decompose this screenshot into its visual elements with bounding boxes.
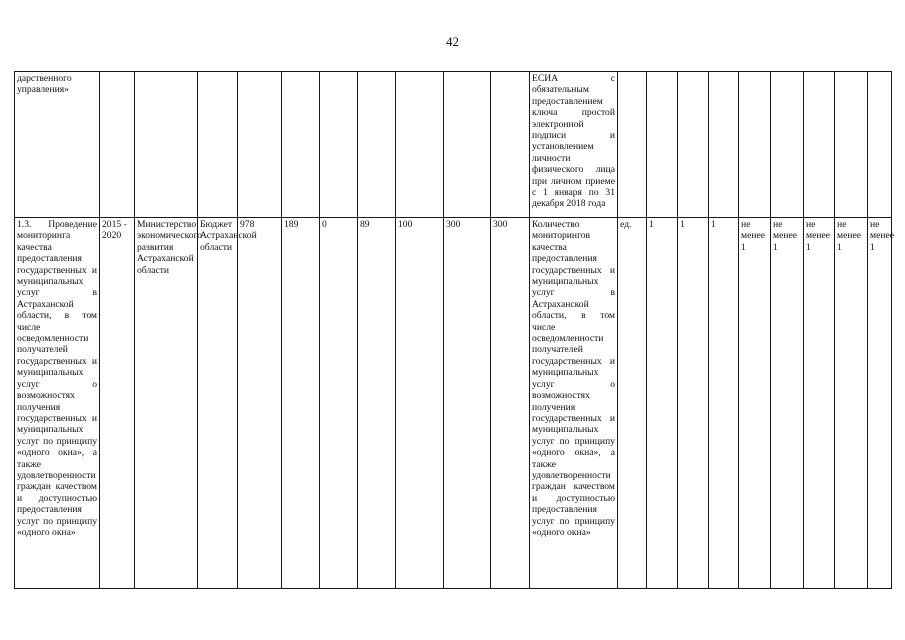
value-2016-cell: [709, 72, 739, 218]
table-row: [15, 72, 892, 218]
page-number: 42: [446, 34, 459, 49]
funding-2020-cell: 300: [491, 218, 530, 589]
funding-2016-cell: 0: [320, 218, 358, 589]
funding-2016-cell: [320, 72, 358, 218]
program-activities-table: [14, 71, 892, 589]
value-2021-cell: не менее 1: [868, 218, 892, 589]
value-2018-cell: [771, 72, 804, 218]
indicator-cell: Количество мониторингов качества предоставления государственных и муниципальных услуг в Астраханской области, в том числе осведомленности получателей государственных и муниципальных услуг о возможностях получения государственных и муниципальных услуг по принципу «одного окна», а также удовлетворенности граждан качеством и доступностью предоставления услуг по принципу «одного окна»: [530, 218, 618, 589]
indicator-cell: ЕСИА с обязательным предоставлением ключа простой электронной подписи и установлением личности физического лица при личном приеме с 1 января по 31 декабря 2018 года: [530, 72, 618, 218]
executor-cell: Министерство экономического развития Астраханской области: [135, 218, 198, 589]
funding-2019-cell: [444, 72, 491, 218]
funding-2019-cell: 300: [444, 218, 491, 589]
executor-cell: [135, 72, 198, 218]
unit-cell: [618, 72, 647, 218]
unit-cell: ед.: [618, 218, 647, 589]
funding-2018-cell: 100: [396, 218, 444, 589]
value-2015-cell: 1: [678, 218, 709, 589]
value-2019-cell: [804, 72, 835, 218]
value-2020-cell: [835, 72, 868, 218]
funding-2015-cell: 189: [282, 218, 320, 589]
period-cell: 2015 - 2020: [100, 218, 135, 589]
value-2015-cell: [678, 72, 709, 218]
table-row: [15, 218, 892, 589]
funding-total-cell: [238, 72, 282, 218]
activity-name-cell: дарственного управления»: [15, 72, 100, 218]
value-2016-cell: 1: [709, 218, 739, 589]
value-2014-cell: [647, 72, 678, 218]
value-2020-cell: не менее 1: [835, 218, 868, 589]
funding-total-cell: 978: [238, 218, 282, 589]
funding-source-cell: Бюджет Астраханской области: [198, 218, 238, 589]
funding-2017-cell: [358, 72, 396, 218]
value-2014-cell: 1: [647, 218, 678, 589]
value-2021-cell: [868, 72, 892, 218]
value-2018-cell: не менее 1: [771, 218, 804, 589]
value-2019-cell: не менее 1: [804, 218, 835, 589]
activity-name-cell: 1.3. Проведение мониторинга качества предоставления государственных и муниципальных услуг в Астраханской области, в том числе осведомленности получателей государственных и муниципальных услуг о возможностях получения государственных и муниципальных услуг по принципу «одного окна», а также удовлетворенности граждан качеством и доступностью предоставления услуг по принципу «одного окна»: [15, 218, 100, 589]
funding-2018-cell: [396, 72, 444, 218]
value-2017-cell: не менее 1: [739, 218, 771, 589]
period-cell: [100, 72, 135, 218]
funding-source-cell: [198, 72, 238, 218]
funding-2020-cell: [491, 72, 530, 218]
funding-2017-cell: 89: [358, 218, 396, 589]
funding-2015-cell: [282, 72, 320, 218]
value-2017-cell: [739, 72, 771, 218]
